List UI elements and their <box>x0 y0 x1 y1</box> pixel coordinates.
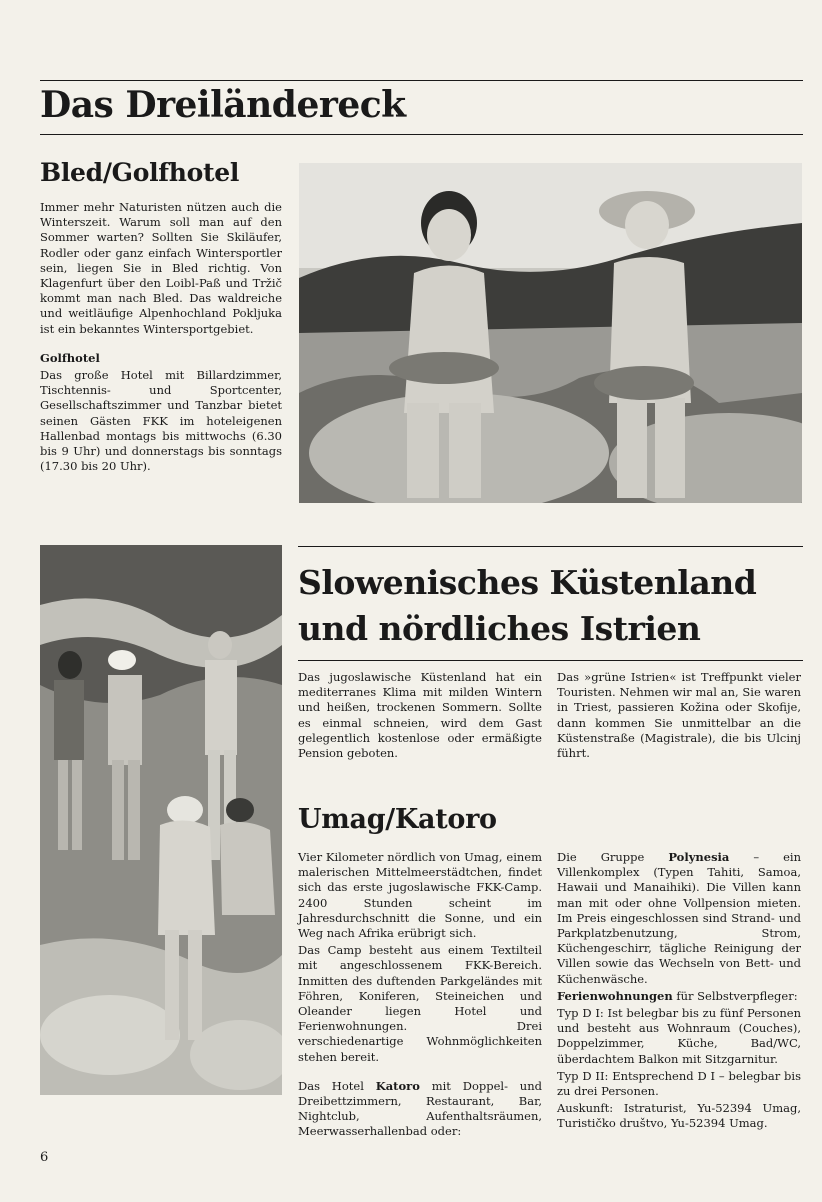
kuestenland-col2-text: Das »grüne Istrien« ist Treffpunkt vieler Touristen. Nehmen wir mal an, Sie waren in Triest, passieren Kožina oder Skofije, dann kommen Sie unmittelbar an die Küstenstraße (Magistrale), die bis Ulcinj führt. <box>557 670 801 761</box>
kuestenland-heading-line1: Slowenisches Küstenland <box>298 563 757 602</box>
photo-bathers-rocks-image <box>299 163 802 503</box>
bled-intro: Immer mehr Naturisten nützen auch die Winterszeit. Warum soll man auf den Sommer warten? Sollten Sie Skiläufer, Rodler oder ganz einfach Wintersportler sein, liegen Sie in Bled richtig. Von Klagenfurt über den Loibl-Paß und Tržič kommt man nach Bled. Das waldreiche und weitläufige Alpenhochland Pokljuka ist ein bekanntes Wintersportgebiet. <box>40 200 282 336</box>
umag-col1-p3: Das Hotel Katoro mit Doppel- und Dreibettzimmern, Restaurant, Bar, Nightclub, Aufenthaltsräumen, Meerwasserhallenbad oder: <box>298 1078 542 1139</box>
umag-col2-p4: Typ D II: Entsprechend D I – belegbar bis zu drei Personen. <box>557 1068 801 1099</box>
kuestenland-heading <box>298 560 756 652</box>
umag-col2-p3: Typ D I: Ist belegbar bis zu fünf Personen und besteht aus Wohnraum (Couches), Doppelzimmer, Küche, Bad/WC, überdachtem Balkon mit Sitzgarnitur. <box>557 1006 801 1066</box>
umag-col1 <box>298 850 542 1142</box>
umag-col2-p1: Die Gruppe Polynesia – ein Villenkomplex (Typen Tahiti, Samoa, Hawaii und Manaihiki). Die Villen kann man mit oder ohne Vollpension mieten. Im Preis eingeschlossen sind Strand- und Parkplatzbenutzung, Strom, Küchengeschirr, tägliche Reinigung der Villen sowie das Wechseln von Bett- und Küchenwäsche. <box>557 850 802 986</box>
page-title: Das Dreiländereck <box>40 84 406 126</box>
golfhotel-text: Das große Hotel mit Billardzimmer, Tischtennis- und Sportcenter, Gesellschaftszimmer und Tanzbar bietet seinen Gästen FKK im hoteleigenen Hallenbad montags bis mittwochs (6.30 bis 9 Uhr) und donnerstags bis sonntags (17.30 bis 20 Uhr). <box>40 368 282 474</box>
kuestenland-heading-rule <box>298 660 803 661</box>
umag-col1-p1: Vier Kilometer nördlich von Umag, einem malerischen Mittelmeerstädtchen, findet sich das erste jugoslawische FKK-Camp. 2400 Stunden scheint im Jahresdurchschnitt die Sonne, und ein Weg nach Afrika erübrigt sich. <box>298 850 542 941</box>
golfhotel-label: Golfhotel <box>40 350 100 365</box>
kuestenland-col1-text: Das jugoslawische Küstenland hat ein mediterranes Klima mit milden Wintern und heißen, trockenen Sommern. Sollte es einmal schneien, wird dem Gast gelegentlich kostenlose oder ermäßigte Pension geboten. <box>298 670 542 761</box>
kuestenland-rule <box>298 546 803 547</box>
top-rule <box>40 80 803 81</box>
kuestenland-col1 <box>298 670 542 763</box>
title-rule <box>40 134 803 135</box>
bled-text-column <box>40 200 282 476</box>
bled-heading: Bled/Golfhotel <box>40 158 240 187</box>
umag-col2 <box>557 850 801 1134</box>
umag-col1-p2: Das Camp besteht aus einem Textilteil mit angeschlossenem FKK-Bereich. Inmitten des duftenden Parkgeländes mit Föhren, Koniferen, Steineichen und Oleander liegen Hotel und Ferienwohnungen. Drei verschiedenartige Wohnmöglichkeiten stehen bereit. <box>298 943 542 1064</box>
photo-bathers-rocks <box>299 163 802 503</box>
umag-heading: Umag/Katoro <box>298 804 497 835</box>
photo-group-on-rocks <box>40 545 282 1095</box>
photo-group-on-rocks-image <box>40 545 282 1095</box>
kuestenland-heading-line2: und nördliches Istrien <box>298 609 701 648</box>
kuestenland-col2 <box>557 670 801 763</box>
umag-col2-p2: Ferienwohnungen für Selbstverpfleger: <box>557 988 798 1003</box>
umag-col2-p5: Auskunft: Istraturist, Yu-52394 Umag, Turističko društvo, Yu-52394 Umag. <box>557 1101 801 1131</box>
page-number: 6 <box>40 1150 49 1165</box>
